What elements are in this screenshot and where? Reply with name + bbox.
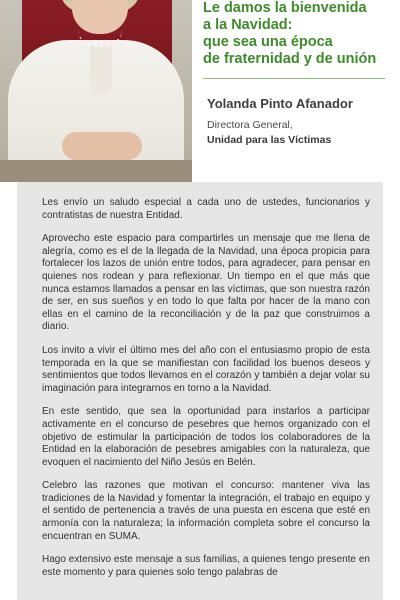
body-paragraph: Les envío un saludo especial a cada uno de ustedes, funcionarios y contratistas de nuestra Entidad. <box>42 197 370 221</box>
message-body-panel <box>17 182 383 600</box>
title-divider <box>203 78 385 79</box>
author-name: Yolanda Pinto Afanador <box>207 96 353 111</box>
article-title-line: de fraternidad y de unión <box>203 51 377 67</box>
director-portrait-photo <box>0 0 192 182</box>
message-body <box>42 197 370 590</box>
article-title-line: a la Navidad: <box>203 17 293 33</box>
article-title <box>203 0 393 68</box>
portrait-desk <box>0 160 192 182</box>
article-title-line: que sea una época <box>203 34 333 50</box>
author-role: Directora General, <box>207 119 293 131</box>
author-organization: Unidad para las Víctimas <box>207 134 332 146</box>
article-title-line: Le damos la bienvenida <box>203 0 367 16</box>
portrait-blouse <box>90 44 112 94</box>
body-paragraph: Aprovecho este espacio para compartirles un mensaje que me llena de alegría, como es el de la llegada de la Navidad, una época propicia para fortalecer los lazos de unión entre todos, para agradecer, para pensar en quienes nos rodean y para reflexionar. Un tiempo en el que más que nunca estamos llamados a pensar en las víctimas, que son nuestra razón de ser, en sus sueños y en todo lo que falta por hacer de la mano con ellas en el camino de la reconciliación y de la paz que construimos a diario. <box>42 233 370 333</box>
body-paragraph: Hago extensivo este mensaje a sus familias, a quienes tengo presente en este momento y para quienes solo tengo palabras de <box>42 554 370 578</box>
body-paragraph: En este sentido, que sea la oportunidad para instarlos a participar activamente en el concurso de pesebres que hemos organizado con el objetivo de estimular la participación de todos los colaboradores de la Entidad en la elaboración de pesebres amigables con la naturaleza, que evoquen el nacimiento del Niño Jesús en Belén. <box>42 406 370 468</box>
body-paragraph: Los invito a vivir el último mes del año con el entusiasmo propio de esta temporada en la que se manifiestan con facilidad los buenos deseos y sentimientos que todos llevamos en el corazón y también a dejar volar su imaginación para integrarnos en torno a la Navidad. <box>42 344 370 394</box>
portrait-hands <box>62 132 142 160</box>
body-paragraph: Celebro las razones que motivan el concurso: mantener viva las tradiciones de la Navidad y fomentar la integración, el trabajo en equipo y el sentido de pertenencia a través de una puesta en escena que esté en armonía con la naturaleza; la información completa sobre el concurso la encuentran en SUMA. <box>42 480 370 542</box>
